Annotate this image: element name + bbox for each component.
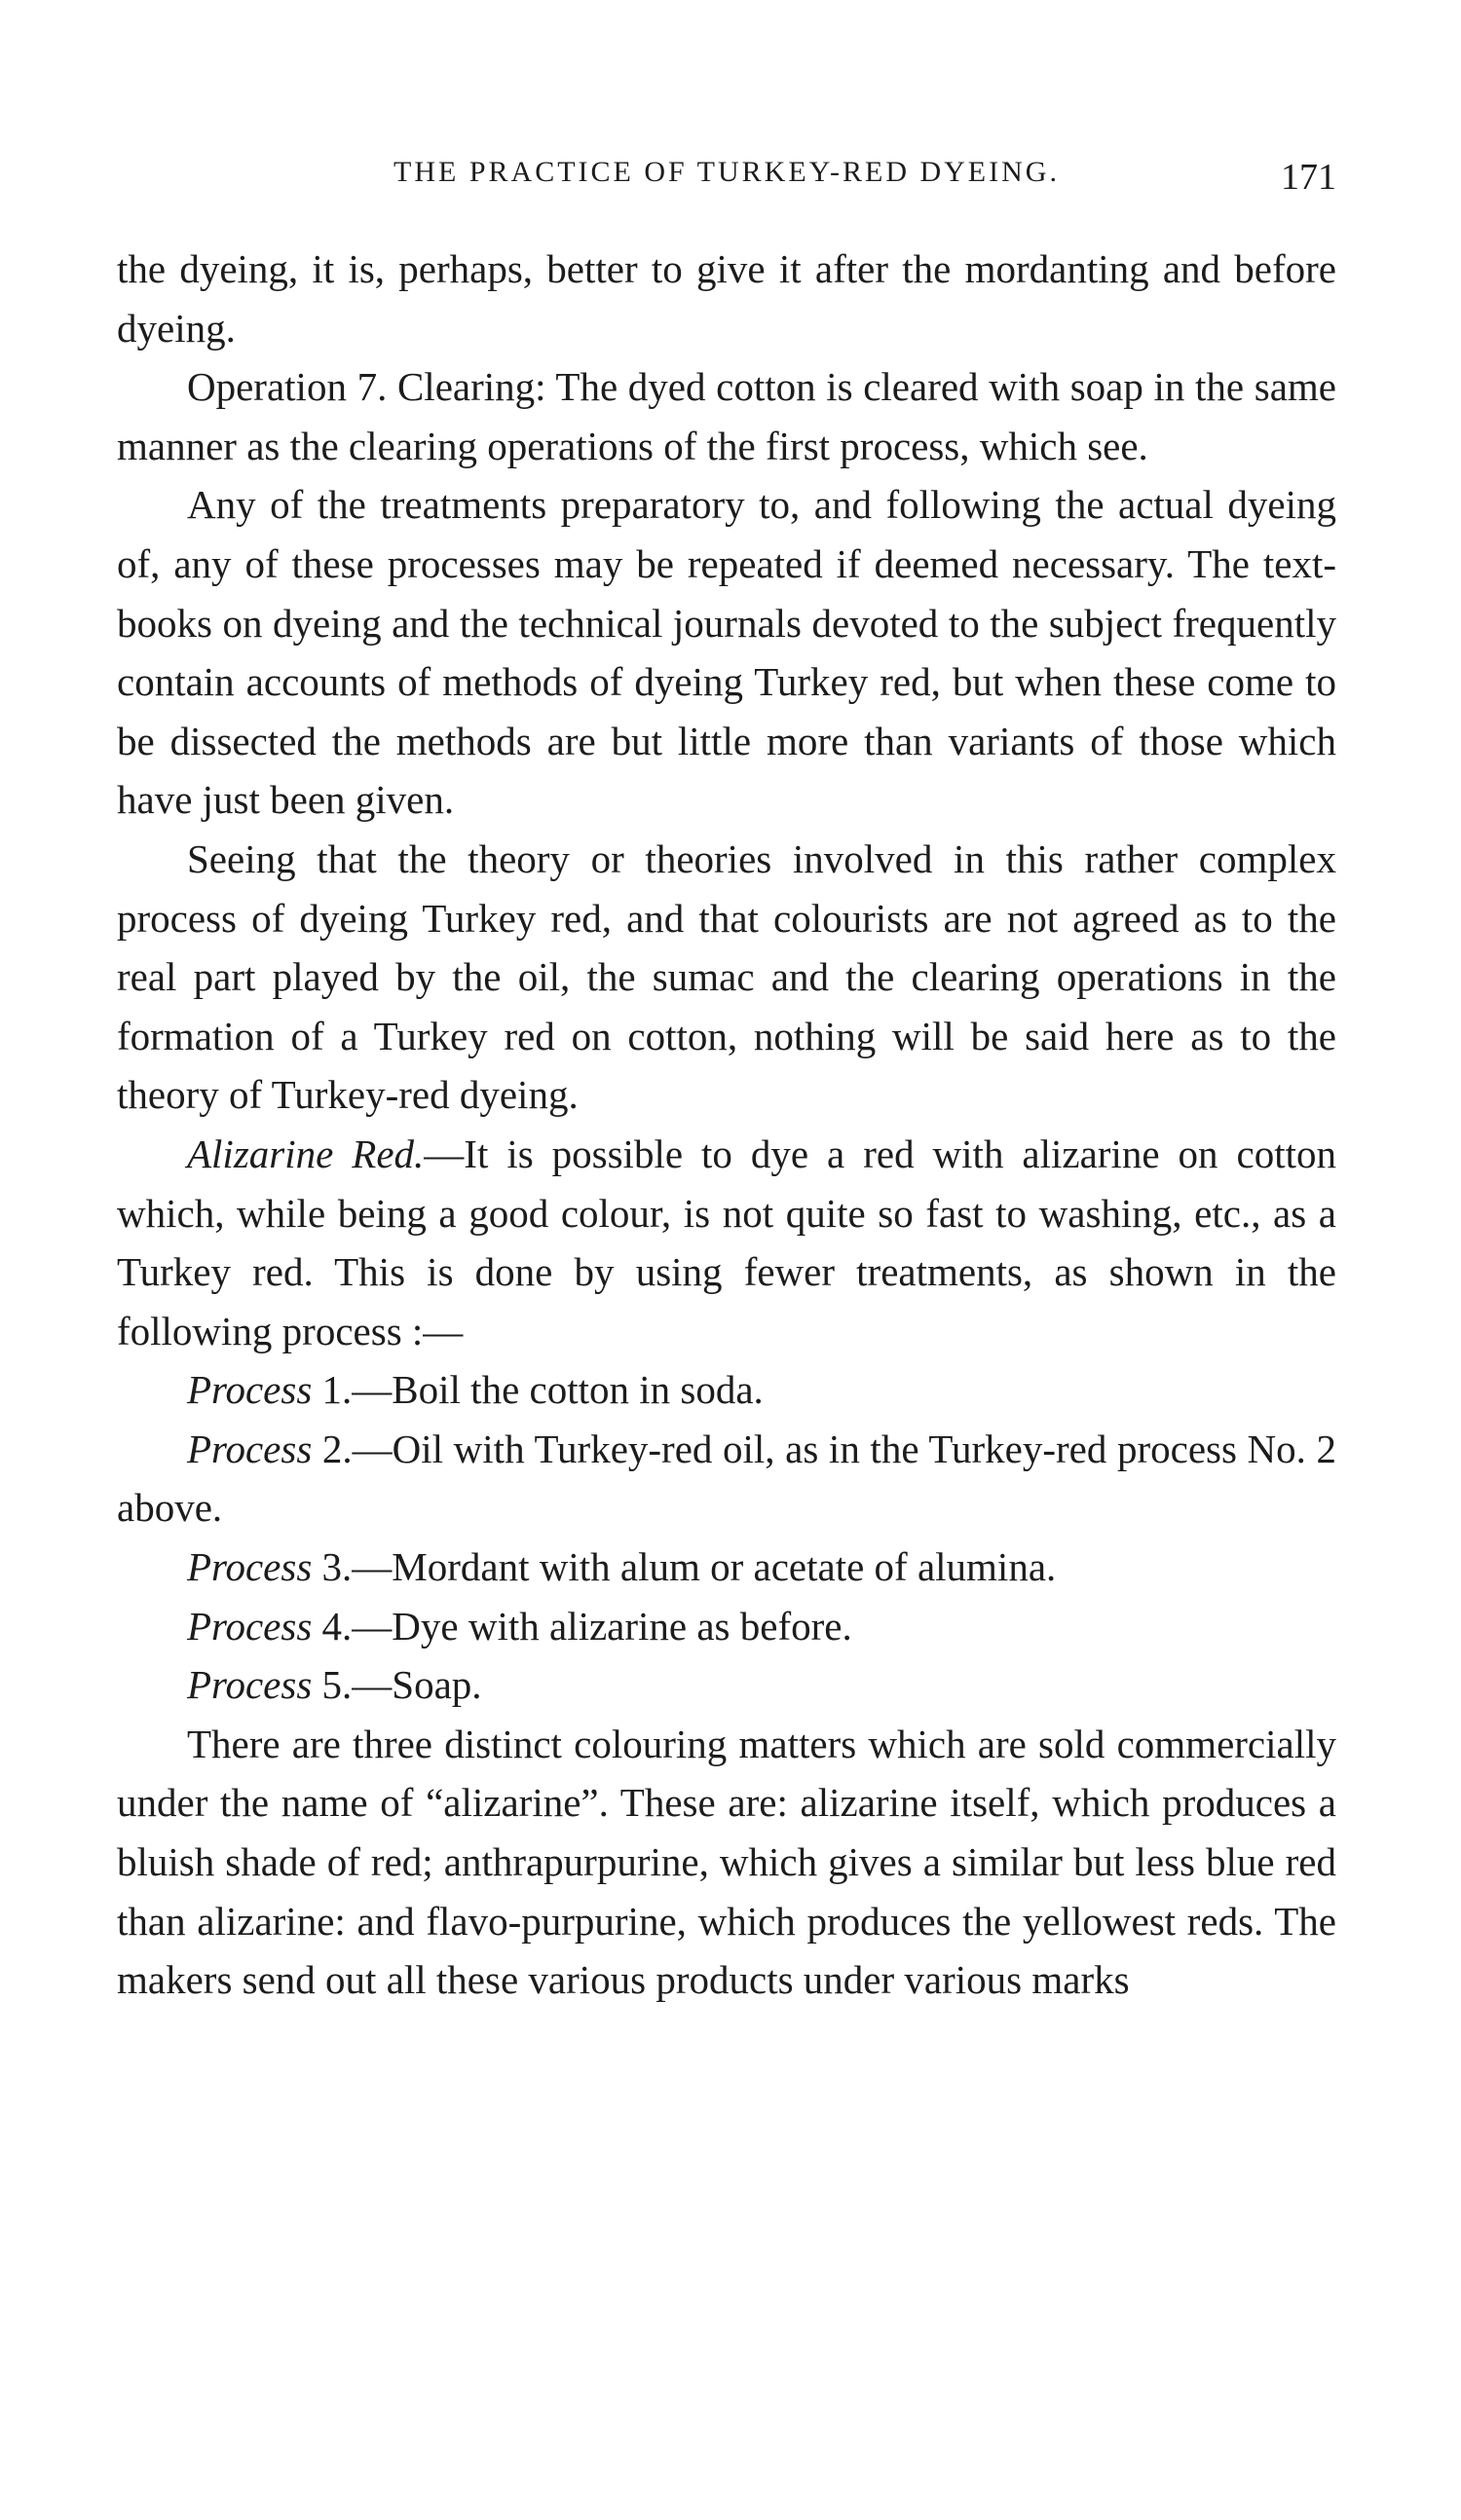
- alizarine-red-heading: Alizarine Red.: [187, 1130, 425, 1176]
- process-number: 3.: [321, 1544, 353, 1590]
- running-header: [117, 156, 1336, 214]
- process-number: 1.: [321, 1367, 353, 1413]
- paragraph-alizarine-red: [117, 1125, 1336, 1360]
- paragraph-theory: Seeing that the theory or theories involved in this rather complex process of dyeing Turkey red, and that colourists are not agreed as to the real part played by the oil, the sumac and the clearing operations in the formation of a Turkey red on cotton, nothing will be said here as to the theory of Turkey-red dyeing.: [117, 835, 1336, 1118]
- process-number: 4.: [321, 1603, 353, 1649]
- process-label: Process: [187, 1544, 313, 1590]
- paragraph-1: the dyeing, it is, perhaps, better to give it after the mordanting and before dyeing.: [117, 246, 1336, 351]
- paragraph-treatments: Any of the treatments preparatory to, and following the actual dyeing of, any of these processes may be repeated if deemed necessary. The text-books on dyeing and the technical journals devoted to the subject frequently contain accounts of methods of dyeing Turkey red, but when these come to be dissected the methods are but little more than variants of those which have just been given.: [117, 482, 1336, 823]
- alizarine-red-text: —It is possible to dye a red with alizarine on cotton which, while being a good colour, is not quite so fast to washing, etc., as a Turkey red. This is done by using fewer treatments, as shown in the following process :—: [117, 1130, 1336, 1353]
- process-3: [117, 1538, 1336, 1597]
- process-4: [117, 1597, 1336, 1656]
- process-text: —Dye with alizarine as before.: [352, 1603, 852, 1649]
- body-text: [117, 240, 1336, 2010]
- paragraph-colouring-matters: There are three distinct colouring matters which are sold commercially under the name of “alizarine”. These are: alizarine itself, which produces a bluish shade of red; anthrapurpurine, which gives a similar but less blue red than alizarine: and flavo-purpurine, which produces the yellowest reds. The makers send out all these various products under various marks: [117, 1721, 1336, 2003]
- process-2: [117, 1420, 1336, 1538]
- process-number: 2.: [321, 1426, 353, 1471]
- page-number: 171: [1281, 157, 1336, 198]
- process-text: —Mordant with alum or acetate of alumina.: [352, 1544, 1057, 1590]
- process-label: Process: [187, 1603, 313, 1649]
- running-title: THE PRACTICE OF TURKEY-RED DYEING.: [393, 156, 1060, 188]
- process-label: Process: [187, 1367, 313, 1413]
- process-5: [117, 1655, 1336, 1715]
- process-label: Process: [187, 1426, 313, 1471]
- process-text: —Oil with Turkey-red oil, as in the Turkey-red process No. 2 above.: [117, 1426, 1337, 1531]
- paragraph-operation-7: Operation 7. Clearing: The dyed cotton is cleared with soap in the same manner as the clearing operations of the first process, which see.: [117, 364, 1336, 468]
- process-number: 5.: [321, 1662, 353, 1708]
- process-1: [117, 1360, 1336, 1420]
- process-label: Process: [187, 1662, 313, 1708]
- process-text: —Boil the cotton in soda.: [352, 1367, 764, 1413]
- process-text: —Soap.: [352, 1662, 482, 1708]
